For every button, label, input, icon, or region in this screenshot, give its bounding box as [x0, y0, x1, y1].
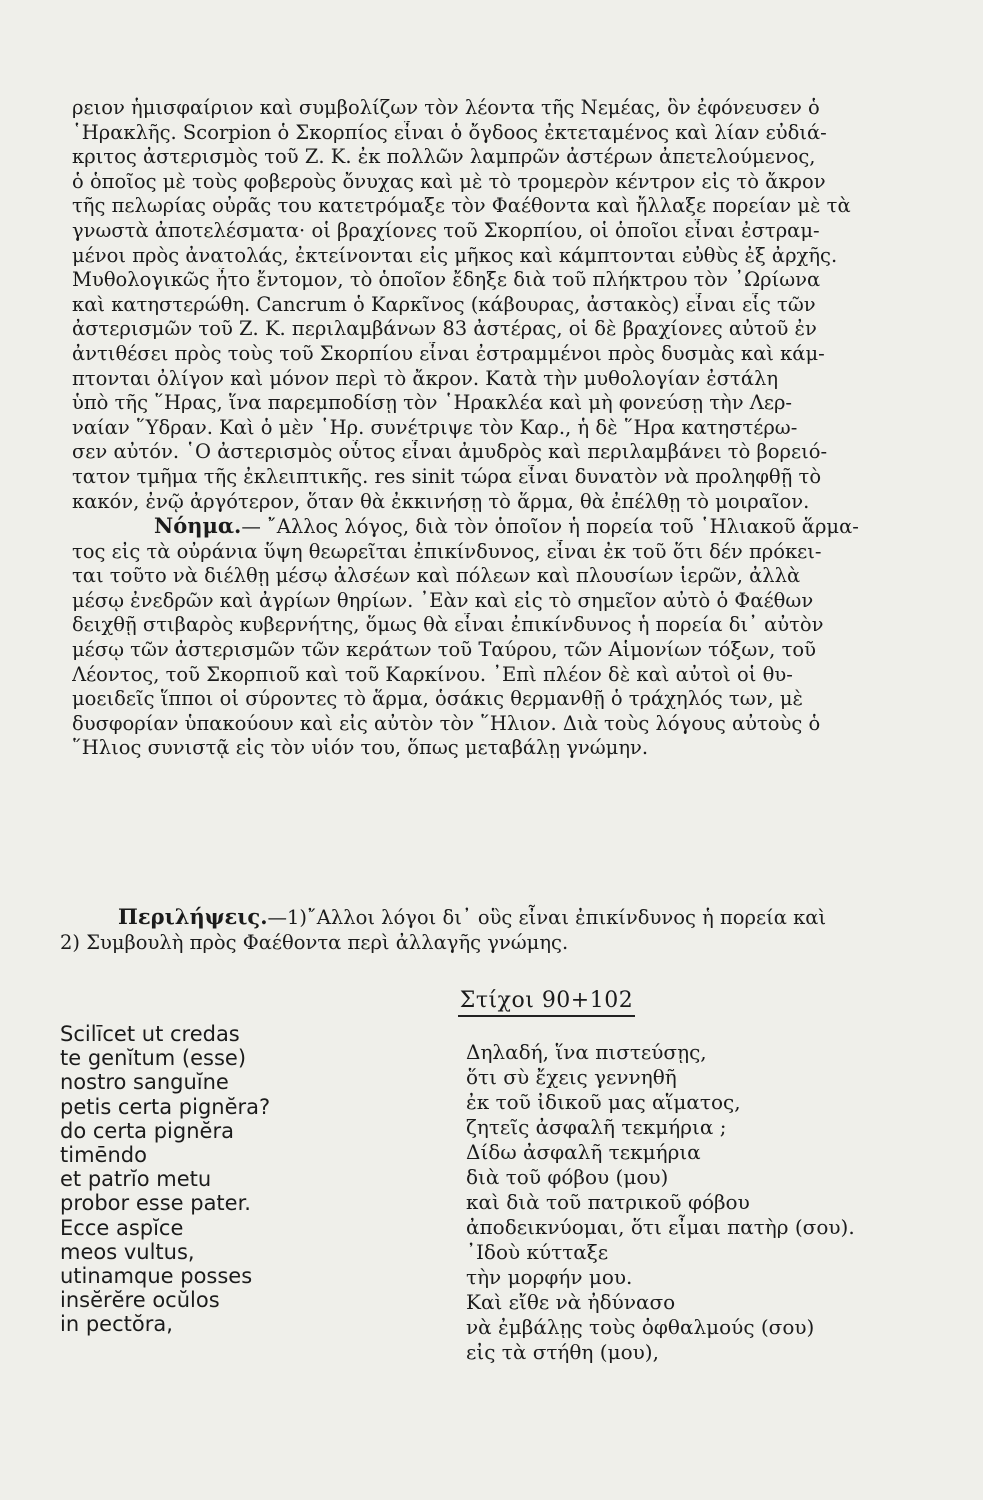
text-line: ρειον ἡμισφαίριον καὶ συμβολίζων τὸν λέοντα τῆς Νεμέας, ὃν ἐφόνευσεν ὁ: [72, 96, 820, 119]
text-line: τατον τμῆμα τῆς ἐκλειπτικῆς. res sinit τώρα εἶναι δυνατὸν νὰ προληφθῇ τὸ: [72, 464, 822, 488]
commentary-text: [72, 96, 954, 761]
greek-line: ἀποδεικνύομαι, ὅτι εἶμαι πατὴρ (σου).: [466, 1215, 855, 1239]
text-line: δυσφορίαν ὑπακούουν καὶ εἰς αὐτὸν τὸν ῞Ηλιον. Διὰ τοὺς λόγους αὐτοὺς ὁ: [72, 711, 821, 735]
text-line: ῞Ηλιος συνιστᾷ εἰς τὸν υἱόν του, ὅπως μεταβάλῃ γνώμην.: [72, 736, 649, 760]
text-line: ῾Ηρακλῆς. Scorpion ὁ Σκορπίος εἶναι ὁ ὄγδοος ἐκτεταμένος καὶ λίαν εὐδιά-: [72, 120, 827, 144]
text-line: γνωστὰ ἀποτελέσματα· οἱ βραχίονες τοῦ Σκορπίου, οἱ ὁποῖοι εἶναι ἐστραμ-: [72, 218, 820, 242]
latin-line: et patrĭo metu: [60, 1167, 212, 1192]
text-line: μοειδεῖς ἵπποι οἱ σύροντες τὸ ἅρμα, ὁσάκις θερμανθῇ ὁ τράχηλός των, μὲ: [72, 687, 803, 711]
text-line: Μυθολογικῶς ἦτο ἔντομον, τὸ ὁποῖον ἔδηξε διὰ τοῦ πλήκτρου τὸν ᾿Ωρίωνα: [72, 268, 821, 292]
summary-text: —1)῎Αλλοι λόγοι δι᾿ οὓς εἶναι ἐπικίνδυνος ἡ πορεία καὶ: [267, 906, 827, 929]
latin-line: nostro sanguĭne: [60, 1070, 229, 1095]
latin-line: do certa pignĕra: [60, 1118, 234, 1143]
greek-line: τὴν μορφήν μου.: [466, 1265, 633, 1289]
noima-first-line: [72, 514, 954, 540]
greek-line: ᾿Ιδοὺ κύτταξε: [466, 1240, 609, 1264]
text-line: ὑπὸ τῆς ῞Ηρας, ἵνα παρεμποδίσῃ τὸν ῾Ηρακλέα καὶ μὴ φονεύσῃ τὴν Λερ-: [72, 391, 793, 415]
text-line: τος εἰς τὰ οὐράνια ὕψη θεωρεῖται ἐπικίνδυνος, εἶναι ἐκ τοῦ ὅτι δέν πρόκει-: [72, 539, 822, 563]
greek-translation: [466, 1040, 946, 1365]
summary-second-line: 2) Συμβουλὴ πρὸς Φαέθοντα περὶ ἀλλαγῆς γνώμης.: [60, 931, 569, 954]
latin-line: Ecce aspĭce: [60, 1215, 184, 1240]
text-line: καὶ κατηστερώθη. Cancrum ὁ Καρκῖνος (κάβουρας, ἀστακὸς) εἶναι εἷς τῶν: [72, 292, 816, 316]
latin-line: petis certa pignĕra?: [60, 1094, 271, 1119]
text-line: Λέοντος, τοῦ Σκορπιοῦ καὶ τοῦ Καρκίνου. ᾿Επὶ πλέον δὲ καὶ αὐτοὶ οἱ θυ-: [72, 662, 793, 686]
latin-line: meos vultus,: [60, 1239, 195, 1264]
text-line: κριτος ἀστερισμὸς τοῦ Ζ. Κ. ἐκ πολλῶν λαμπρῶν ἀστέρων ἀπετελούμενος,: [72, 145, 816, 169]
latin-line: utinamque posses: [60, 1264, 253, 1289]
summary-first-line: [60, 904, 950, 930]
text-line: μένοι πρὸς ἀνατολάς, ἐκτείνονται εἰς μῆκος καὶ κάμπτονται εὐθὺς ἐξ ἀρχῆς.: [72, 243, 838, 267]
latin-line: timēndo: [60, 1143, 147, 1168]
verses-heading-text: Στίχοι 90+102: [458, 988, 635, 1017]
text-line: ὁ ὁποῖος μὲ τοὺς φοβεροὺς ὄνυχας καὶ μὲ τὸ τρομερὸν κέντρον εἰς τὸ ἄκρον: [72, 169, 826, 193]
text-line: σεν αὐτόν. ῾Ο ἀστερισμὸς οὗτος εἶναι ἀμυδρὸς καὶ περιλαμβάνει τὸ βορειό-: [72, 440, 828, 464]
text-line: μέσῳ τῶν ἀστερισμῶν τῶν κεράτων τοῦ Ταύρου, τῶν Αἱμονίων τόξων, τοῦ: [72, 638, 816, 662]
greek-line: νὰ ἐμβάλῃς τοὺς ὀφθαλμούς (σου): [466, 1315, 815, 1339]
text-line: κακόν, ἐνῷ ἀργότερον, ὅταν θὰ ἐκκινήσῃ τὸ ἅρμα, θὰ ἐπέλθῃ τὸ μοιραῖον.: [72, 489, 810, 513]
text-line: τῆς πελωρίας οὐρᾶς του κατετρόμαξε τὸν Φαέθοντα καὶ ἤλλαξε πορείαν μὲ τὰ: [72, 194, 851, 218]
text-line: ἀντιθέσει πρὸς τοὺς τοῦ Σκορπίου εἶναι ἐστραμμένοι πρὸς δυσμὰς καὶ κάμ-: [72, 341, 825, 365]
text-line: ναίαν ῞Υδραν. Καὶ ὁ μὲν ῾Ηρ. συνέτριψε τὸν Καρ., ἡ δὲ ῞Ηρα κατηστέρω-: [72, 415, 798, 439]
latin-verses: [60, 1022, 420, 1337]
summary-heading: Περιλήψεις.: [118, 904, 268, 929]
text-line: πτονται ὀλίγον καὶ μόνον περὶ τὸ ἄκρον. Κατὰ τὴν μυθολογίαν ἐστάλη: [72, 366, 779, 390]
latin-line: te genĭtum (esse): [60, 1046, 247, 1071]
text-line: μέσῳ ἐνεδρῶν καὶ ἀγρίων θηρίων. ᾿Εὰν καὶ εἰς τὸ σημεῖον αὐτὸ ὁ Φαέθων: [72, 588, 814, 612]
greek-line: εἰς τὰ στήθη (μου),: [466, 1340, 659, 1364]
greek-line: Καὶ εἴθε νὰ ἠδύνασο: [466, 1290, 676, 1314]
noima-heading: Νόημα.: [154, 514, 242, 539]
latin-line: insĕrĕre ocŭlos: [60, 1288, 220, 1313]
noima-text: — ῎Αλλος λόγος, διὰ τὸν ὁποῖον ἡ πορεία τοῦ ῾Ηλιακοῦ ἅρμα-: [241, 515, 859, 539]
greek-line: Δίδω ἀσφαλῆ τεκμήρια: [466, 1140, 701, 1164]
text-line: ἀστερισμῶν τοῦ Ζ. Κ. περιλαμβάνων 83 ἀστέρας, οἱ δὲ βραχίονες αὐτοῦ ἐν: [72, 317, 817, 341]
greek-line: διὰ τοῦ φόβου (μου): [466, 1165, 669, 1189]
greek-line: Δηλαδή, ἵνα πιστεύσῃς,: [466, 1040, 707, 1064]
greek-line: καὶ διὰ τοῦ πατρικοῦ φόβου: [466, 1190, 750, 1214]
text-line: ται τοῦτο νὰ διέλθῃ μέσῳ ἀλσέων καὶ πόλεων καὶ πλουσίων ἱερῶν, ἀλλὰ: [72, 564, 801, 588]
summary-section: [60, 904, 950, 955]
greek-line: ὅτι σὺ ἔχεις γεννηθῆ: [466, 1065, 677, 1089]
text-line: δειχθῇ στιβαρὸς κυβερνήτης, ὅμως θὰ εἶναι ἐπικίνδυνος ἡ πορεία δι᾿ αὐτὸν: [72, 613, 824, 637]
verses-heading: [0, 988, 983, 1013]
latin-line: Scilīcet ut credas: [60, 1022, 240, 1046]
latin-line: probor esse pater.: [60, 1191, 251, 1216]
greek-line: ἐκ τοῦ ἰδικοῦ μας αἵματος,: [466, 1090, 741, 1114]
greek-line: ζητεῖς ἀσφαλῆ τεκμήρια ;: [466, 1115, 727, 1139]
latin-line: in pectŏra,: [60, 1312, 173, 1337]
